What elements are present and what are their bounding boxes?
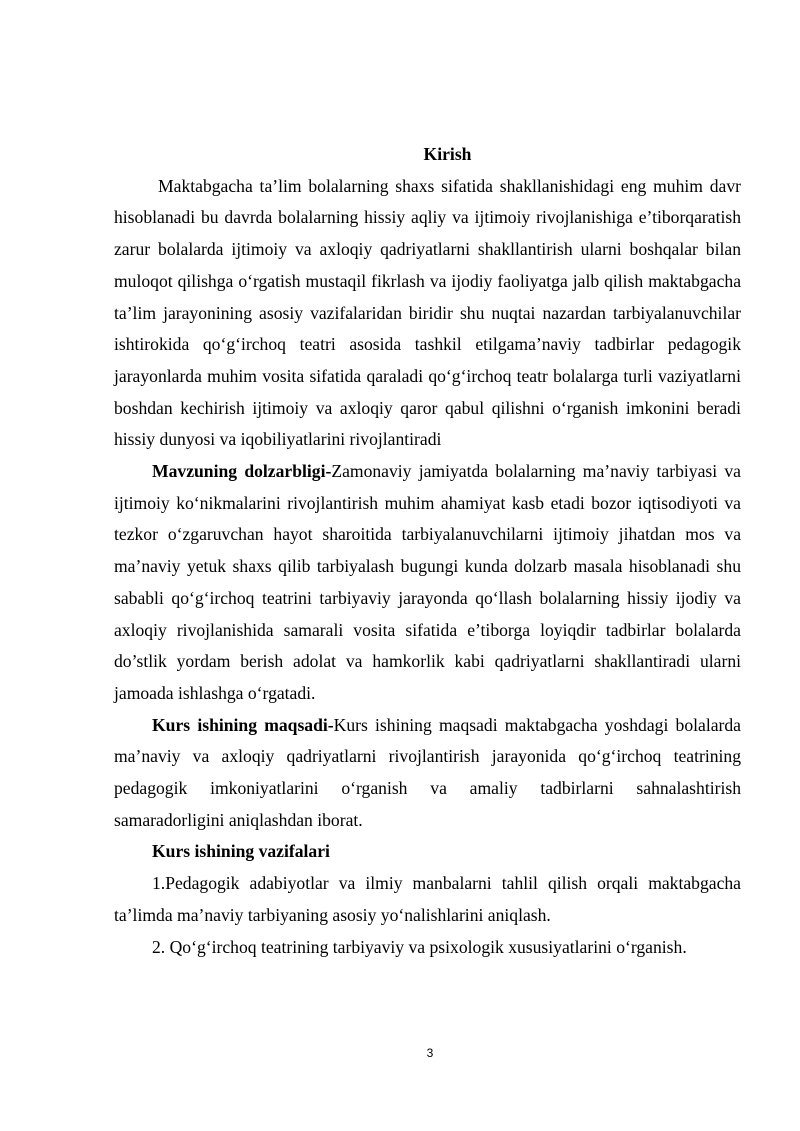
relevance-heading: Mavzuning dolzarbligi- [152, 461, 332, 482]
task-item-1: 1.Pedagogik adabiyotlar va ilmiy manbalarni tahlil qilish orqali maktabgacha ta’limda ma’naviy tarbiyaning asosiy yo‘nalishlarini aniqlash. [114, 873, 741, 925]
relevance-text: Zamonaviy jamiyatda bolalarning ma’naviy tarbiyasi va ijtimoiy ko‘nikmalarini rivojlantirish muhim ahamiyat kasb etadi bozor iqtisodiyoti va tezkor o‘zgaruvchan hayot sharoitida tarbiyalanuvchilarni ijtimoiy jihatdan mos va ma’naviy yetuk shaxs qilib tarbiyalash bugungi kunda dolzarb masala hisoblanadi shu sababli qo‘g‘irchoq teatrini tarbiyaviy jarayonda qo‘llash bolalarning hissiy ijodiy va axloqiy rivojlanishida samarali vosita sifatida e’tiborga loyiqdir tadbirlar bolalarda do’stlik yordam berish adolat va hamkorlik kabi qadriyatlarni shakllantiradi ularni jamoada ishlashga o‘rgatadi. [114, 461, 741, 703]
page-number: 3 [426, 1046, 434, 1060]
goal-heading: Kurs ishining maqsadi- [152, 714, 334, 735]
tasks-heading: Kurs ishining vazifalari [152, 841, 330, 862]
goal-paragraph [114, 710, 741, 837]
intro-paragraph: Maktabgacha ta’lim bolalarning shaxs sifatida shakllanishidagi eng muhim davr hisoblanadi bu davrda bolalarning hissiy aqliy va ijtimoiy rivojlanishiga e’tiborqaratish zarur bolalarda ijtimoiy va axloqiy qadriyatlarni shakllantirish ularni boshqalar bilan muloqot qilishga o‘rgatish mustaqil fikrlash va ijodiy faoliyatga jalb qilish maktabgacha ta’lim jarayonining asosiy vazifalaridan biridir shu nuqtai nazardan tarbiyalanuvchilar ishtirokida qo‘g‘irchoq teatri asosida tashkil etilgama’naviy tadbirlar pedagogik jarayonlarda muhim vosita sifatida qaraladi qo‘g‘irchoq teatr bolalarga turli vaziyatlarni boshdan kechirish ijtimoiy va axloqiy qaror qabul qilishni o‘rganish imkonini beradi hissiy dunyosi va iqobiliyatlarini rivojlantiradi [114, 175, 741, 450]
page-title: Kirish [423, 144, 472, 164]
goal-text: Kurs ishining maqsadi maktabgacha yoshdagi bolalarda ma’naviy va axloqiy qadriyatlarni rivojlantirish jarayonida qo‘g‘irchoq teatrining pedagogik imkoniyatlarini o‘rganish va amaliy tadbirlarni sahnalashtirish samaradorligini aniqlashdan iborat. [114, 714, 741, 830]
page-content [114, 139, 741, 963]
task-item-2: 2. Qo‘g‘irchoq teatrining tarbiyaviy va psixologik xususiyatlarini o‘rganish. [152, 936, 687, 957]
relevance-paragraph [114, 456, 741, 710]
